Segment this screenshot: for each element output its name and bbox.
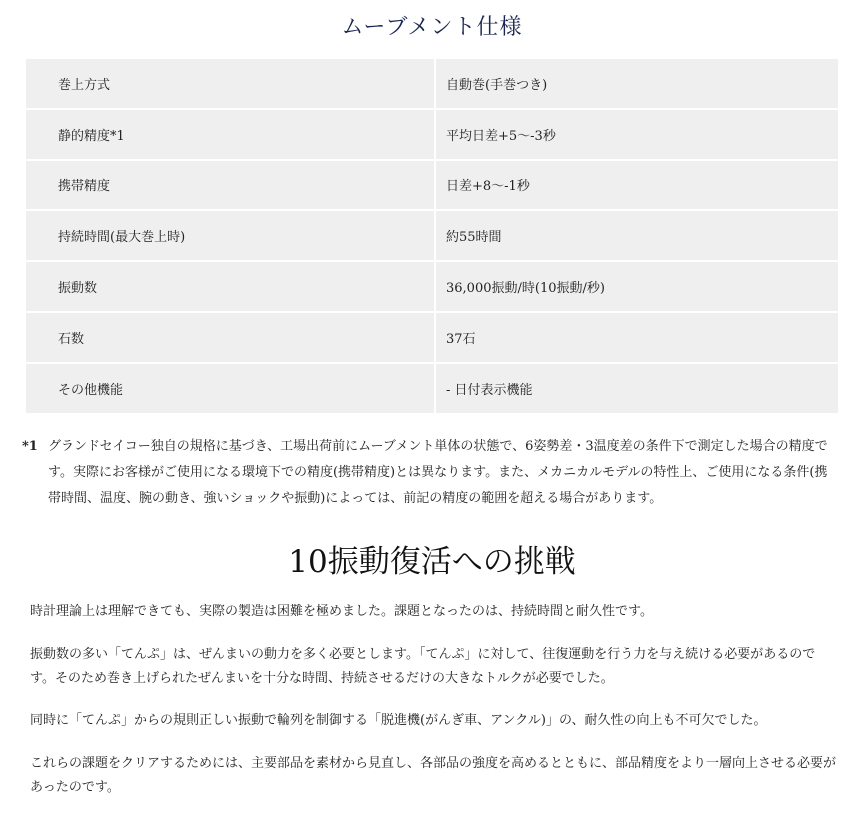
spec-value: 約55時間 [434, 211, 838, 262]
spec-value: 37石 [434, 313, 838, 364]
spec-value: 日差+8〜-1秒 [434, 161, 838, 212]
article-heading: 10振動復活への挑戦 [288, 544, 576, 580]
article-paragraph: これらの課題をクリアするためには、主要部品を素材から見直し、各部品の強度を高めるとともに、部品精度をより一層向上させる必要があったのです。 [30, 756, 837, 795]
spec-row-power-reserve [26, 211, 838, 262]
spec-value: 自動巻(手巻つき) [434, 59, 838, 110]
article-paragraph: 振動数の多い「てんぷ」は、ぜんまいの動力を多く必要とします。「てんぷ」に対して、往復運動を行う力を与え続ける必要があるのです。そのため巻き上げられたぜんまいを十分な時間、持続させるだけの大きなトルクが必要でした。 [30, 647, 816, 686]
spec-row-winding [26, 59, 838, 110]
spec-row-wearing-accuracy [26, 161, 838, 212]
spec-label: 持続時間(最大巻上時) [26, 211, 434, 262]
spec-label: 巻上方式 [26, 59, 434, 110]
spec-label: その他機能 [26, 364, 434, 415]
spec-value: - 日付表示機能 [434, 364, 838, 415]
spec-row-jewels [26, 313, 838, 364]
spec-value: 36,000振動/時(10振動/秒) [434, 262, 838, 313]
spec-label: 携帯精度 [26, 161, 434, 212]
footnote [22, 434, 840, 512]
spec-label: 振動数 [26, 262, 434, 313]
spec-label: 石数 [26, 313, 434, 364]
spec-section-title: ムーブメント仕様 [341, 15, 523, 40]
spec-row-static-accuracy [26, 110, 838, 161]
article-paragraph: 時計理論上は理解できても、実際の製造は困難を極めました。課題となったのは、持続時間と耐久性です。 [30, 604, 653, 619]
footnote-mark: *1 [22, 439, 38, 454]
spec-label: 静的精度*1 [26, 110, 434, 161]
spec-value: 平均日差+5〜-3秒 [434, 110, 838, 161]
article-paragraph: 同時に「てんぷ」からの規則正しい振動で輪列を制御する「脱進機(がんぎ車、アンクル)」の、耐久性の向上も不可欠でした。 [30, 713, 767, 728]
footnote-text: グランドセイコー独自の規格に基づき、工場出荷前にムーブメント単体の状態で、6姿勢差・3温度差の条件下で測定した場合の精度です。実際にお客様がご使用になる環境下での精度(携帯精度)とは異なります。また、メカニカルモデルの特性上、ご使用になる条件(携帯時間、温度、腕の動き、強いショックや振動)によっては、前記の精度の範囲を超える場合があります。 [48, 439, 828, 506]
spec-row-other-functions [26, 364, 838, 415]
spec-row-vibrations [26, 262, 838, 313]
spec-table [26, 59, 838, 415]
